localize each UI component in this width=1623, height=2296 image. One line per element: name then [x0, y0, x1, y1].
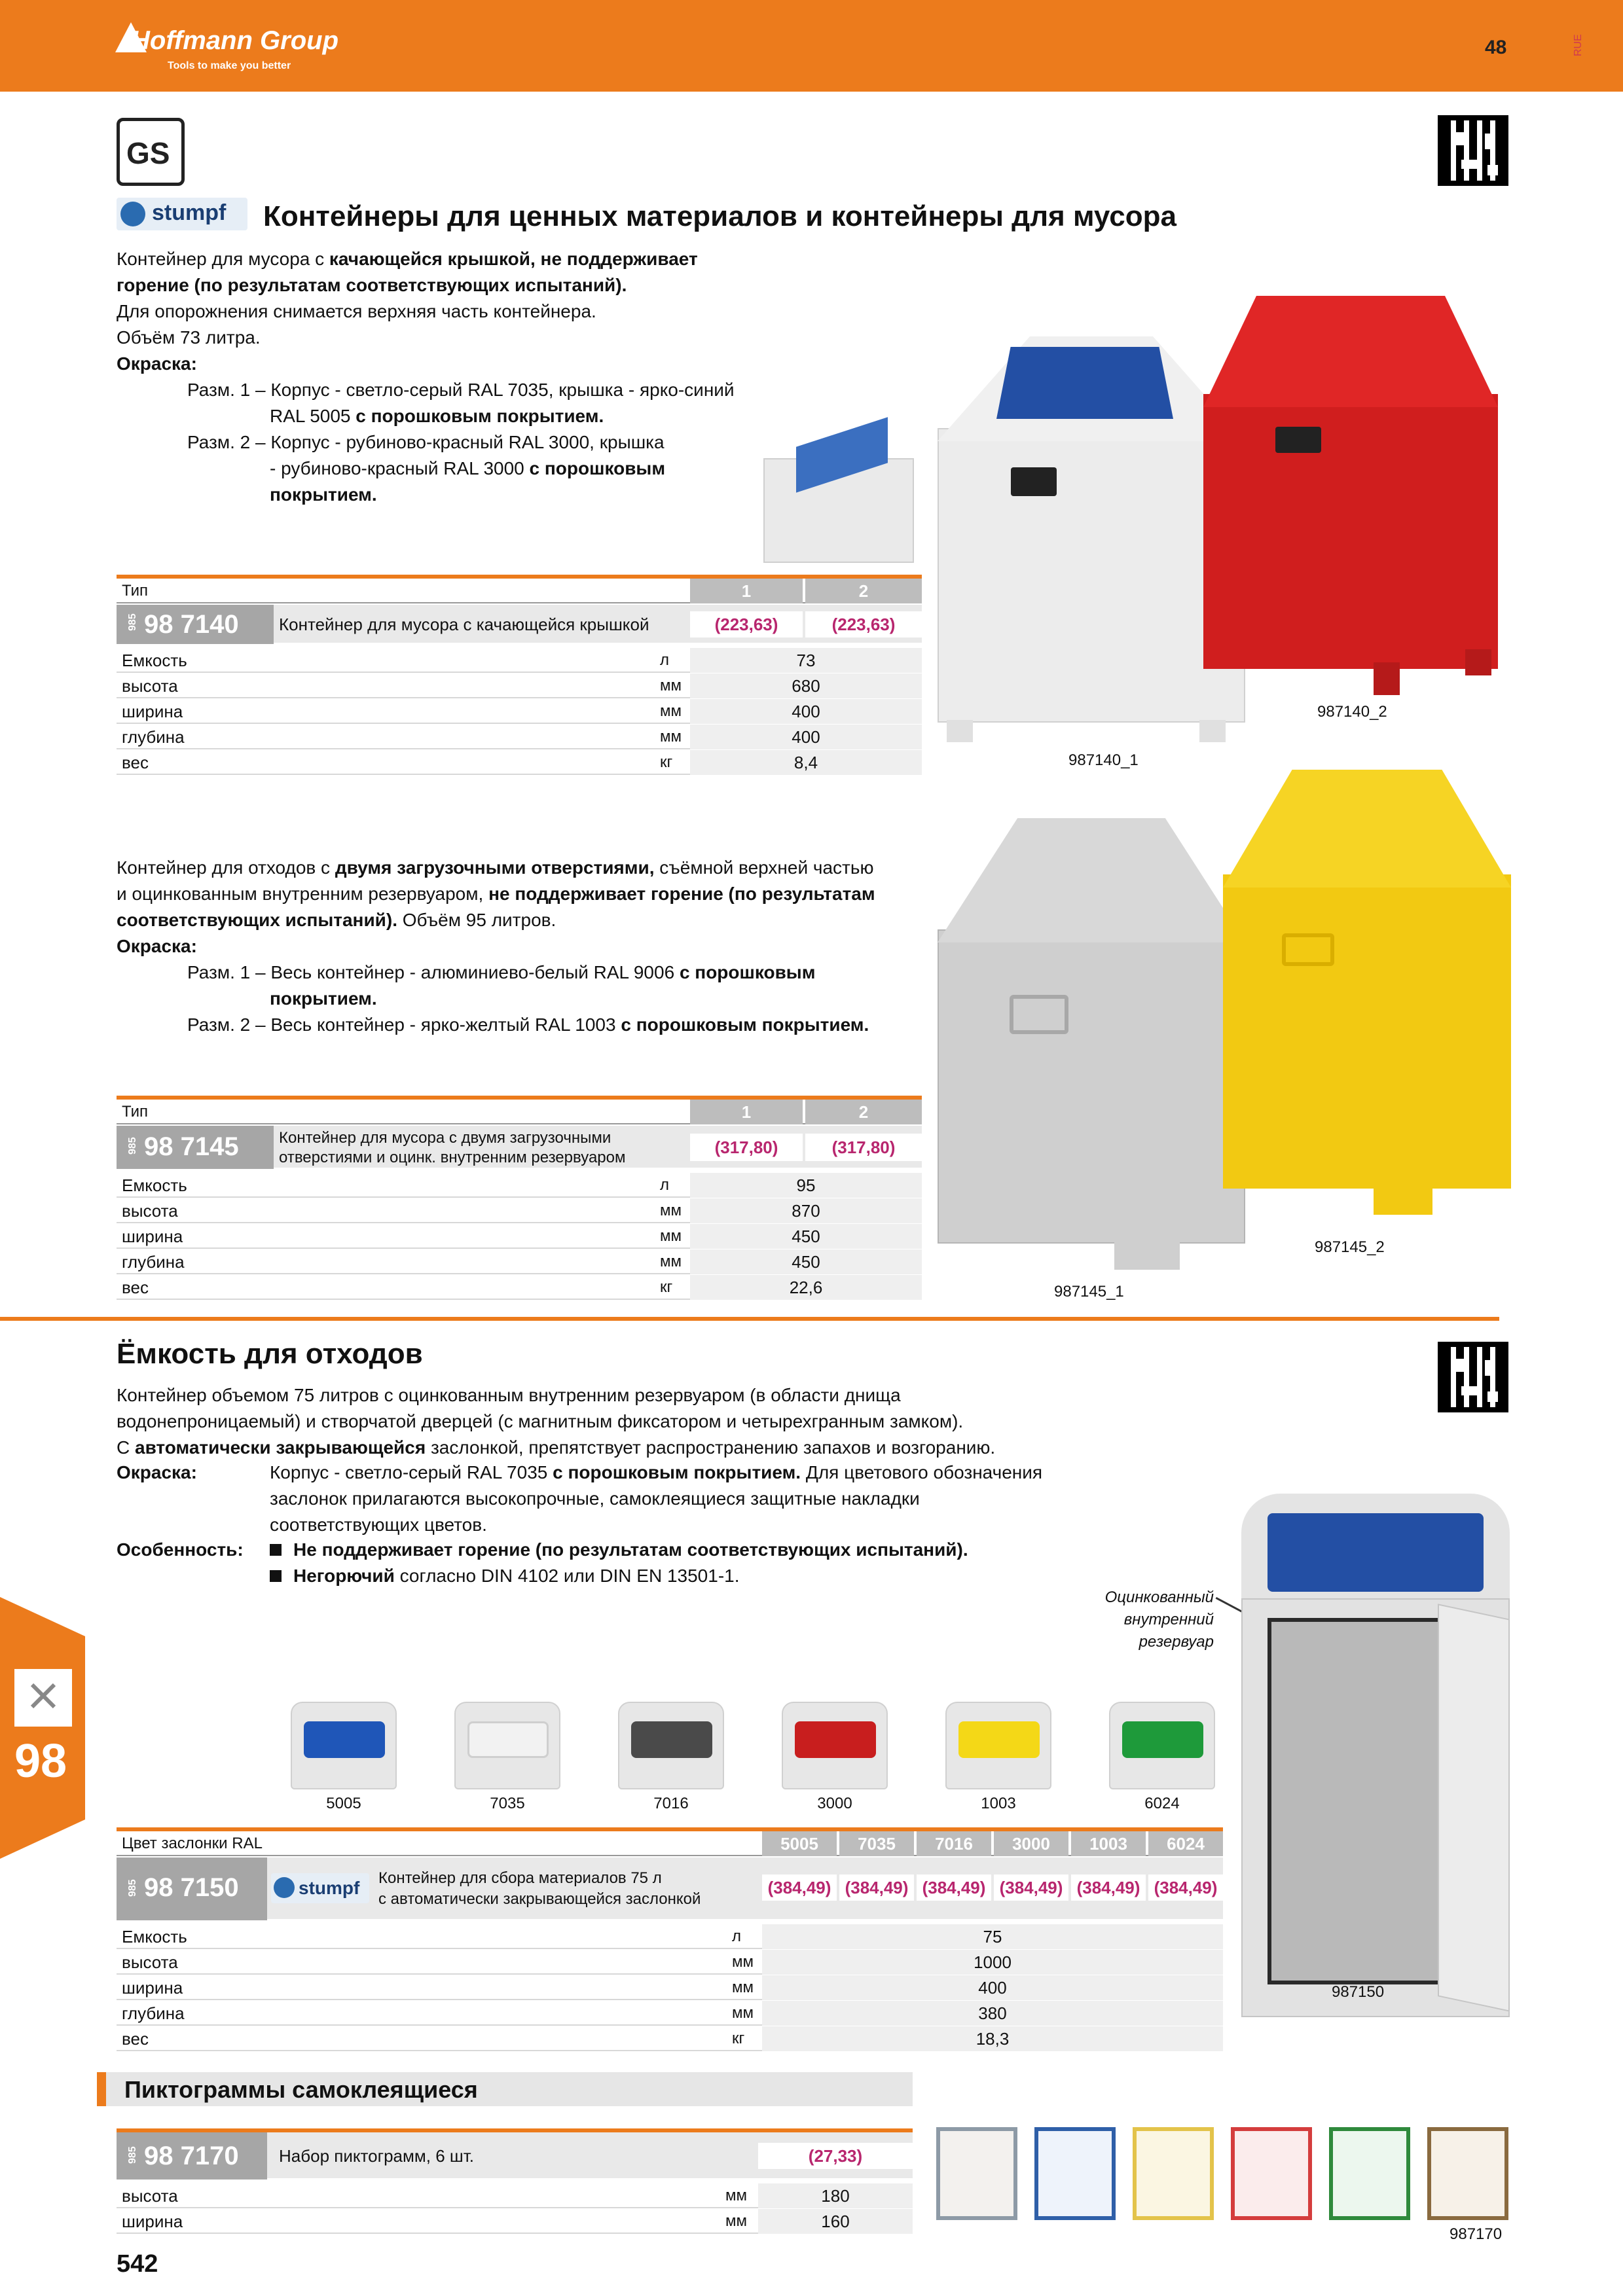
spec-value: 18,3 [762, 2026, 1223, 2051]
ral-column-header: 7016 [917, 1831, 991, 1856]
article-number[interactable]: 98 7170 [144, 2142, 239, 2170]
spec-row [117, 1975, 1223, 2000]
catalog-page-number: 48 [1485, 37, 1507, 58]
price[interactable]: (384,49) [917, 1874, 991, 1901]
col-header: 2 [805, 579, 922, 603]
section-title: Контейнеры для ценных материалов и контейнеры для мусора [263, 200, 1176, 232]
spec-row [117, 648, 922, 673]
product-description: Контейнер для мусора с качающейся крышкой [279, 615, 649, 634]
product-table-987140 [117, 575, 922, 778]
spec-label: ширина [122, 702, 183, 721]
pictogram-icon [1427, 2127, 1508, 2220]
spec-unit: мм [660, 728, 682, 745]
bullet-icon [270, 1570, 282, 1582]
spec-unit: кг [732, 2030, 745, 2047]
lid-color-swatch [291, 1702, 397, 1789]
spec-value: 400 [690, 699, 922, 724]
spec-label: ширина [122, 1227, 183, 1246]
spec-label: ширина [122, 2212, 183, 2231]
swatch-code: 7016 [653, 1795, 689, 1812]
product-description: Набор пиктограмм, 6 шт. [279, 2146, 475, 2166]
spec-value: 380 [762, 2001, 1223, 2026]
pictogram-icon [1329, 2127, 1410, 2220]
ral-label: Цвет заслонки RAL [122, 1835, 263, 1852]
spec-row [117, 2001, 1223, 2026]
spec-value: 400 [762, 1975, 1223, 2000]
spec-unit: мм [660, 1202, 682, 1219]
section-divider [0, 1317, 1499, 1321]
spec-row [117, 2209, 913, 2234]
ral-column-header: 6024 [1148, 1831, 1223, 1856]
product-table-987170 [117, 2128, 913, 2233]
product-table-987145 [117, 1096, 922, 1305]
product-image-987140-red [1203, 296, 1498, 695]
spec-unit: кг [660, 1278, 673, 1296]
chapter-number: 98 [14, 1735, 67, 1787]
qr-code-icon[interactable] [1438, 1342, 1508, 1412]
spec-unit: мм [660, 702, 682, 720]
product-description: отверстиями и оцинк. внутренним резервуаром [279, 1149, 626, 1166]
swatch-code: 5005 [326, 1795, 361, 1812]
spec-unit: мм [660, 677, 682, 694]
product-description: с автоматически закрывающейся заслонкой [378, 1890, 701, 1908]
price[interactable]: (27,33) [758, 2143, 913, 2169]
image-caption: 987170 [1450, 2225, 1503, 2243]
col-header: 2 [805, 1100, 922, 1124]
spec-unit: мм [732, 1953, 754, 1971]
section-title: Ёмкость для отходов [117, 1338, 423, 1370]
spec-value: 160 [758, 2209, 913, 2234]
section1-colors: Разм. 1 – Корпус - светло-серый RAL 7035, крышка - ярко-синий RAL 5005 с порошковым покрытием. Разм. 2 – Корпус - рубиново-красный RAL 3000, крышка - рубиново-красный RAL 3000 с порошковым покрытием. [187, 380, 735, 505]
swatch-code: 1003 [981, 1795, 1016, 1812]
product-description: Контейнер для сбора материалов 75 л [378, 1869, 662, 1887]
swatch-code: 7035 [490, 1795, 525, 1812]
spec-value: 22,6 [690, 1275, 922, 1300]
spec-label: высота [122, 676, 178, 696]
spec-unit: л [732, 1928, 742, 1945]
spec-row [117, 1924, 1223, 1949]
spec-label: Емкость [122, 1175, 187, 1195]
callout-label: Оцинкованный внутренний резервуар [1104, 1588, 1214, 1651]
language-label: RUE [1573, 34, 1584, 56]
stumpf-logo: stumpf [271, 1873, 369, 1903]
spec-label: Емкость [122, 1927, 187, 1946]
spec-value: 180 [758, 2183, 913, 2208]
price[interactable]: (384,49) [994, 1874, 1068, 1901]
image-caption: 987145_1 [1054, 1283, 1124, 1300]
spec-label: глубина [122, 727, 185, 747]
spec-row [117, 673, 922, 698]
product-image-987145-yellow [1223, 770, 1511, 1228]
section3-okraska-text: Корпус - светло-серый RAL 7035 с порошковым покрытием. Для цветового обозначения заслонок прилагаются высокопрочные, самоклеящиеся защитные накладки соответствующих цветов. [270, 1462, 1043, 1535]
gs-code: 985 [127, 1879, 138, 1897]
pictogram-icon [1231, 2127, 1312, 2220]
bullet-icon [270, 1544, 282, 1556]
spec-value: 8,4 [690, 750, 922, 775]
section1-text: Контейнер для мусора с качающейся крышкой, не поддерживает горение (по результатам соответствующих испытаний). Для опорожнения снимается верхняя часть контейнера. Объём 73 литра. Окраска: [117, 249, 698, 374]
spec-label: вес [122, 2029, 149, 2049]
spec-label: глубина [122, 1252, 185, 1272]
section2-text: Контейнер для отходов с двумя загрузочными отверстиями, съёмной верхней частью и оцинкованным внутренним резервуаром, не поддерживает горение (по результатам соответствующих испытаний). Объём 95 литров. Окраска: [117, 857, 875, 956]
swatch-code: 6024 [1144, 1795, 1180, 1812]
price[interactable]: (384,49) [762, 1874, 837, 1901]
section3-features-label: Особенность: [117, 1539, 244, 1560]
spec-label: вес [122, 753, 149, 772]
spec-row [117, 750, 922, 775]
spec-label: вес [122, 1278, 149, 1297]
col-header: 1 [690, 579, 803, 603]
spec-value: 450 [690, 1224, 922, 1249]
pictogram-icon [1133, 2127, 1214, 2220]
spec-label: ширина [122, 1978, 183, 1998]
image-caption: 987150 [1332, 1983, 1385, 2001]
product-image-987140-grey [938, 336, 1245, 742]
spec-unit: мм [732, 2004, 754, 2022]
lid-color-swatch [782, 1702, 888, 1789]
spec-unit: мм [660, 1253, 682, 1270]
lid-color-swatch [618, 1702, 724, 1789]
price[interactable]: (384,49) [1071, 1874, 1146, 1901]
section3-okraska: Окраска: [117, 1462, 197, 1482]
price[interactable]: (223,63) [805, 611, 922, 637]
spec-value: 680 [690, 673, 922, 698]
section2-colors: Разм. 1 – Весь контейнер - алюминиево-белый RAL 9006 с порошковым покрытием. Разм. 2 – Весь контейнер - ярко-желтый RAL 1003 с порошковым покрытием. [187, 962, 869, 1035]
price[interactable]: (384,49) [1148, 1874, 1223, 1901]
ral-column-header: 3000 [994, 1831, 1068, 1856]
spec-unit: мм [725, 2212, 747, 2230]
brand-tagline: Tools to make you better [168, 60, 291, 71]
spec-value: 73 [690, 648, 922, 673]
image-caption: 987140_2 [1317, 703, 1387, 721]
type-label: Тип [122, 582, 149, 600]
spec-label: Емкость [122, 651, 187, 670]
spec-value: 95 [690, 1173, 922, 1198]
spec-label: высота [122, 2186, 178, 2206]
article-number[interactable]: 98 7140 [144, 610, 239, 639]
chapter-icon [12, 1666, 75, 1729]
swatch-code: 3000 [817, 1795, 852, 1812]
ral-column-header: 5005 [762, 1831, 837, 1856]
col-header: 1 [690, 1100, 803, 1124]
product-description: Контейнер для мусора с двумя загрузочными [279, 1129, 611, 1147]
spec-row [117, 1198, 922, 1223]
section3-text: Контейнер объемом 75 литров с оцинкованным внутренним резервуаром (в области днища водонепроницаемый) и створчатой дверцей (с магнитным фиксатором и четырехгранным замком). С автоматически закрывающейся заслонкой, препятствует распространению запахов и возгоранию. [117, 1385, 996, 1458]
spec-row [117, 1275, 922, 1300]
spec-row [117, 699, 922, 724]
section-title: Пиктограммы самоклеящиеся [124, 2076, 478, 2103]
lid-color-swatch [1109, 1702, 1215, 1789]
gs-mark-icon: GS [117, 118, 185, 186]
spec-unit: мм [725, 2187, 747, 2204]
product-image-987145-aluminium [938, 818, 1245, 1276]
gs-code: 985 [127, 613, 138, 631]
spec-row [117, 1173, 922, 1198]
spec-row [117, 1249, 922, 1274]
pictogram-icon [936, 2127, 1017, 2220]
spec-unit: мм [660, 1227, 682, 1245]
spec-value: 1000 [762, 1950, 1223, 1975]
spec-value: 870 [690, 1198, 922, 1223]
spec-unit: кг [660, 753, 673, 771]
image-caption: 987145_2 [1315, 1238, 1385, 1256]
qr-code-icon[interactable] [1438, 115, 1508, 186]
spec-row [117, 1224, 922, 1249]
price[interactable]: (223,63) [690, 611, 803, 637]
spec-unit: мм [732, 1979, 754, 1996]
product-table-987150 [117, 1827, 1223, 2050]
gs-code: 985 [127, 2146, 138, 2164]
spec-row [117, 2026, 1223, 2051]
ral-column-header: 7035 [839, 1831, 914, 1856]
lid-color-swatch [454, 1702, 560, 1789]
section3-features: Не поддерживает горение (по результатам соответствующих испытаний). Негорючий согласно DIN 4102 или DIN EN 13501-1. [270, 1537, 1088, 1589]
gs-code: 985 [127, 1137, 138, 1155]
spec-row [117, 1950, 1223, 1975]
spec-label: высота [122, 1952, 178, 1972]
product-image-open-lid [757, 419, 921, 563]
spec-row [117, 725, 922, 749]
price[interactable]: (317,80) [690, 1134, 803, 1161]
article-number[interactable]: 98 7150 [144, 1873, 239, 1902]
product-image-987150 [1241, 1494, 1516, 2017]
pictogram-icon [1034, 2127, 1116, 2220]
section4-title-bar [97, 2072, 913, 2106]
page-number: 542 [117, 2250, 158, 2278]
spec-unit: л [660, 651, 670, 669]
spec-value: 400 [690, 725, 922, 749]
ral-column-header: 1003 [1071, 1831, 1146, 1856]
spec-unit: л [660, 1176, 670, 1194]
spec-value: 450 [690, 1249, 922, 1274]
spec-row [117, 2183, 913, 2208]
spec-label: высота [122, 1201, 178, 1221]
price[interactable]: (384,49) [839, 1874, 914, 1901]
price[interactable]: (317,80) [805, 1134, 922, 1161]
spec-label: глубина [122, 2003, 185, 2023]
image-caption: 987140_1 [1068, 751, 1139, 769]
type-label: Тип [122, 1103, 149, 1121]
brand-name: Hoffmann Group [131, 26, 339, 55]
stumpf-logo: stumpf [117, 198, 247, 230]
lid-color-swatch [945, 1702, 1051, 1789]
spec-value: 75 [762, 1924, 1223, 1949]
article-number[interactable]: 98 7145 [144, 1132, 239, 1161]
